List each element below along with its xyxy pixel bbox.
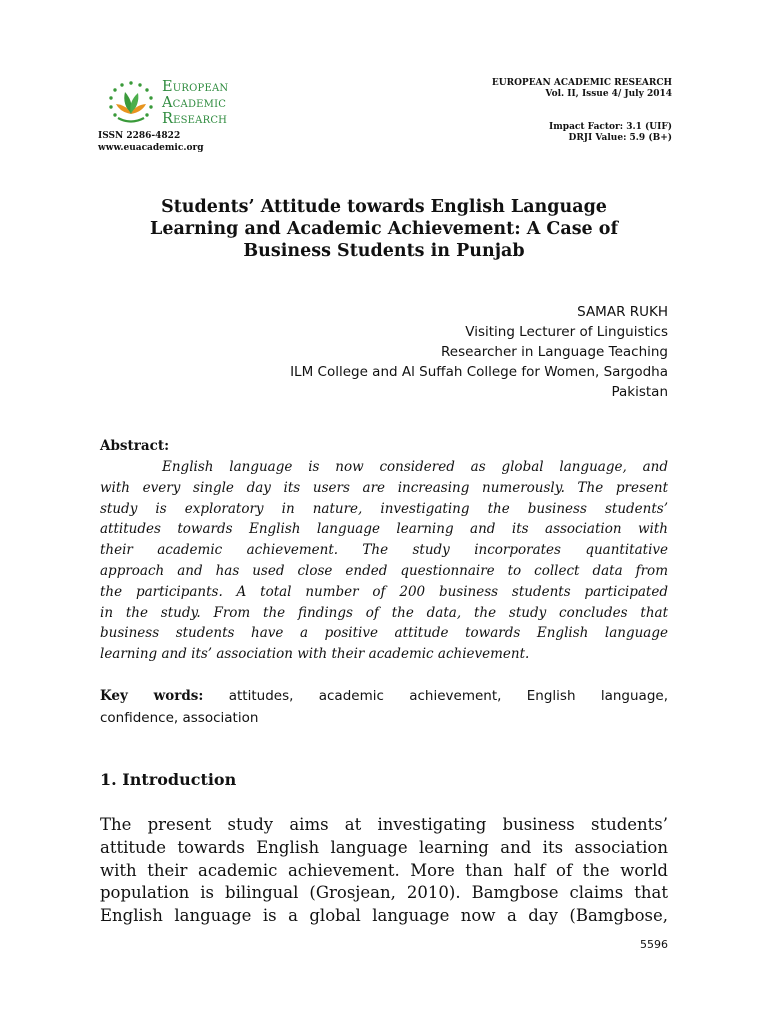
spacer: [492, 100, 672, 122]
logo-emblem-icon: [98, 78, 164, 132]
title-line: Business Students in Punjab: [243, 241, 525, 261]
issn-block: [98, 130, 204, 154]
abstract-line: the participants. A total number of 200 business students participated: [100, 583, 668, 600]
abstract-line: attitudes towards English language learning and its association with: [100, 521, 668, 538]
abstract-line: approach and has used close ended questionnaire to collect data from: [100, 562, 668, 579]
issn-number: ISSN 2286-4822: [98, 131, 181, 141]
author-name: SAMAR RUKH: [577, 304, 668, 320]
paper-title: [100, 196, 668, 262]
abstract-line: in the study. From the findings of the data, the study concludes that: [100, 604, 668, 621]
body-line: The present study aims at investigating business students’: [100, 815, 668, 834]
drji-value: DRJI Value: 5.9 (B+): [568, 133, 672, 143]
body-line: English language is a global language now a day (Bamgbose,: [100, 906, 668, 926]
keywords-line-1: [100, 685, 668, 707]
keywords-block: [100, 685, 668, 729]
abstract-line: with every single day its users are increasing numerously. The present: [100, 479, 668, 496]
keywords-text: attitudes, academic achievement, English language,: [203, 688, 668, 704]
section-heading-introduction: 1. Introduction: [100, 770, 237, 789]
title-line: Learning and Academic Achievement: A Case of: [150, 219, 618, 239]
abstract-line: study is exploratory in nature, investigating the business students’: [100, 500, 668, 517]
abstract-line: English language is now considered as global language, and: [162, 459, 668, 475]
body-line: population is bilingual (Grosjean, 2010). Bamgbose claims that: [100, 883, 668, 903]
introduction-body: [100, 814, 668, 928]
logo-line-2: Academic: [162, 95, 227, 111]
logo-line-1: European: [162, 79, 229, 95]
volume-issue: Vol. II, Issue 4/ July 2014: [545, 89, 672, 99]
page-number: 5596: [640, 938, 668, 951]
abstract-line: business students have a positive attitude towards English language: [100, 625, 668, 642]
author-block: [290, 302, 668, 402]
abstract-line: learning and its’ association with their academic achievement.: [100, 646, 530, 663]
logo-wordmark: [162, 79, 272, 127]
title-line: Students’ Attitude towards English Language: [161, 197, 607, 217]
affiliation-line: Pakistan: [611, 384, 668, 400]
body-line: with their academic achievement. More than half of the world: [100, 860, 668, 880]
affiliation-line: Visiting Lecturer of Linguistics: [465, 324, 668, 340]
impact-factor: Impact Factor: 3.1 (UIF): [549, 122, 672, 132]
journal-logo: [98, 78, 263, 132]
journal-info: [492, 78, 672, 144]
affiliation-line: ILM College and Al Suffah College for Women, Sargodha: [290, 364, 668, 380]
body-line: attitude towards English language learning and its association: [100, 837, 668, 857]
abstract-body: [100, 457, 668, 665]
journal-website: www.euacademic.org: [98, 143, 204, 153]
keywords-label: Key words:: [100, 688, 204, 704]
journal-name: EUROPEAN ACADEMIC RESEARCH: [491, 78, 672, 88]
affiliation-line: Researcher in Language Teaching: [441, 344, 668, 360]
abstract-heading: Abstract:: [100, 438, 170, 454]
keywords-line-2: confidence, association: [100, 710, 259, 726]
abstract-line: their academic achievement. The study incorporates quantitative: [100, 542, 668, 559]
logo-line-3: Research: [162, 111, 228, 127]
